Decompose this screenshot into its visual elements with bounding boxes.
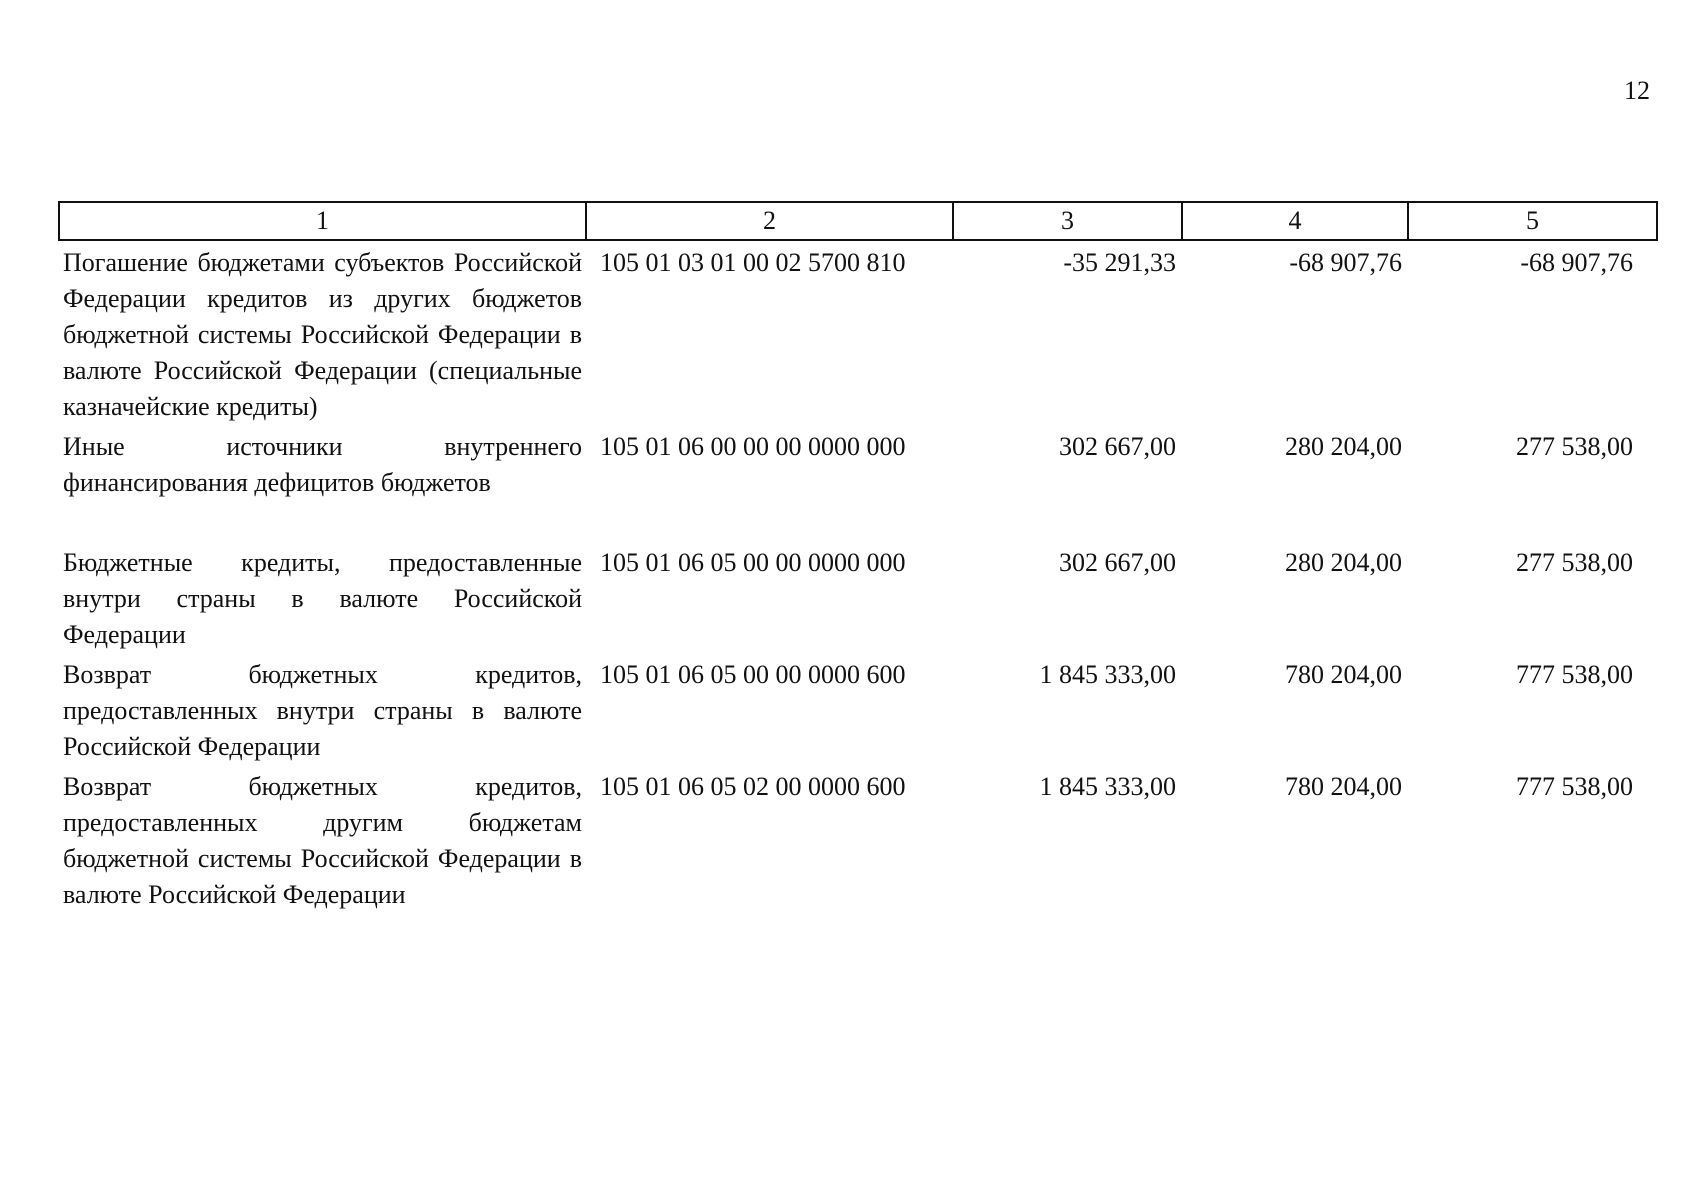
row-value-col4: -68 907,76 xyxy=(1289,248,1402,277)
table-row xyxy=(59,653,1657,765)
table-row xyxy=(59,240,1657,425)
row-value-col4: 780 204,00 xyxy=(1285,772,1402,801)
row-code: 105 01 06 00 00 00 0000 000 xyxy=(600,432,906,461)
table-header-row xyxy=(59,202,1657,240)
row-name: Бюджетные кредиты, предоставленные внутри страны в валюте Российской Федерации xyxy=(63,548,582,649)
row-value-col4: 280 204,00 xyxy=(1285,432,1402,461)
column-header-1: 1 xyxy=(59,202,586,240)
row-value-col3: 302 667,00 xyxy=(1059,548,1176,577)
row-name: Иные источники внутреннего финансирования дефицитов бюджетов xyxy=(63,432,582,497)
row-value-col3: 1 845 333,00 xyxy=(1039,772,1176,801)
row-value-col4: 280 204,00 xyxy=(1285,548,1402,577)
row-code: 105 01 06 05 00 00 0000 000 xyxy=(600,548,906,577)
row-code: 105 01 03 01 00 02 5700 810 xyxy=(600,248,906,277)
row-code: 105 01 06 05 02 00 0000 600 xyxy=(600,772,906,801)
row-value-col5: -68 907,76 xyxy=(1520,248,1633,277)
row-name: Погашение бюджетами субъектов Российской Федерации кредитов из других бюджетов бюджетной системы Российской Федерации в валюте Российской Федерации (специальные казначейские кредиты) xyxy=(63,248,582,421)
row-name: Возврат бюджетных кредитов, предоставленных другим бюджетам бюджетной системы Российской Федерации в валюте Российской Федерации xyxy=(63,772,582,909)
row-value-col3: 302 667,00 xyxy=(1059,432,1176,461)
table-row xyxy=(59,425,1657,541)
column-header-3: 3 xyxy=(953,202,1182,240)
row-value-col5: 277 538,00 xyxy=(1516,432,1633,461)
column-header-5: 5 xyxy=(1408,202,1657,240)
page-number: 12 xyxy=(1624,76,1650,105)
table-row xyxy=(59,765,1657,913)
column-header-4: 4 xyxy=(1182,202,1408,240)
table-row xyxy=(59,541,1657,653)
row-value-col5: 277 538,00 xyxy=(1516,548,1633,577)
row-value-col5: 777 538,00 xyxy=(1516,660,1633,689)
row-code: 105 01 06 05 00 00 0000 600 xyxy=(600,660,906,689)
budget-sources-table xyxy=(58,201,1658,913)
column-header-2: 2 xyxy=(586,202,953,240)
row-value-col3: -35 291,33 xyxy=(1063,248,1176,277)
row-value-col4: 780 204,00 xyxy=(1285,660,1402,689)
row-value-col5: 777 538,00 xyxy=(1516,772,1633,801)
row-value-col3: 1 845 333,00 xyxy=(1039,660,1176,689)
row-name: Возврат бюджетных кредитов, предоставленных внутри страны в валюте Российской Федерации xyxy=(63,660,582,761)
